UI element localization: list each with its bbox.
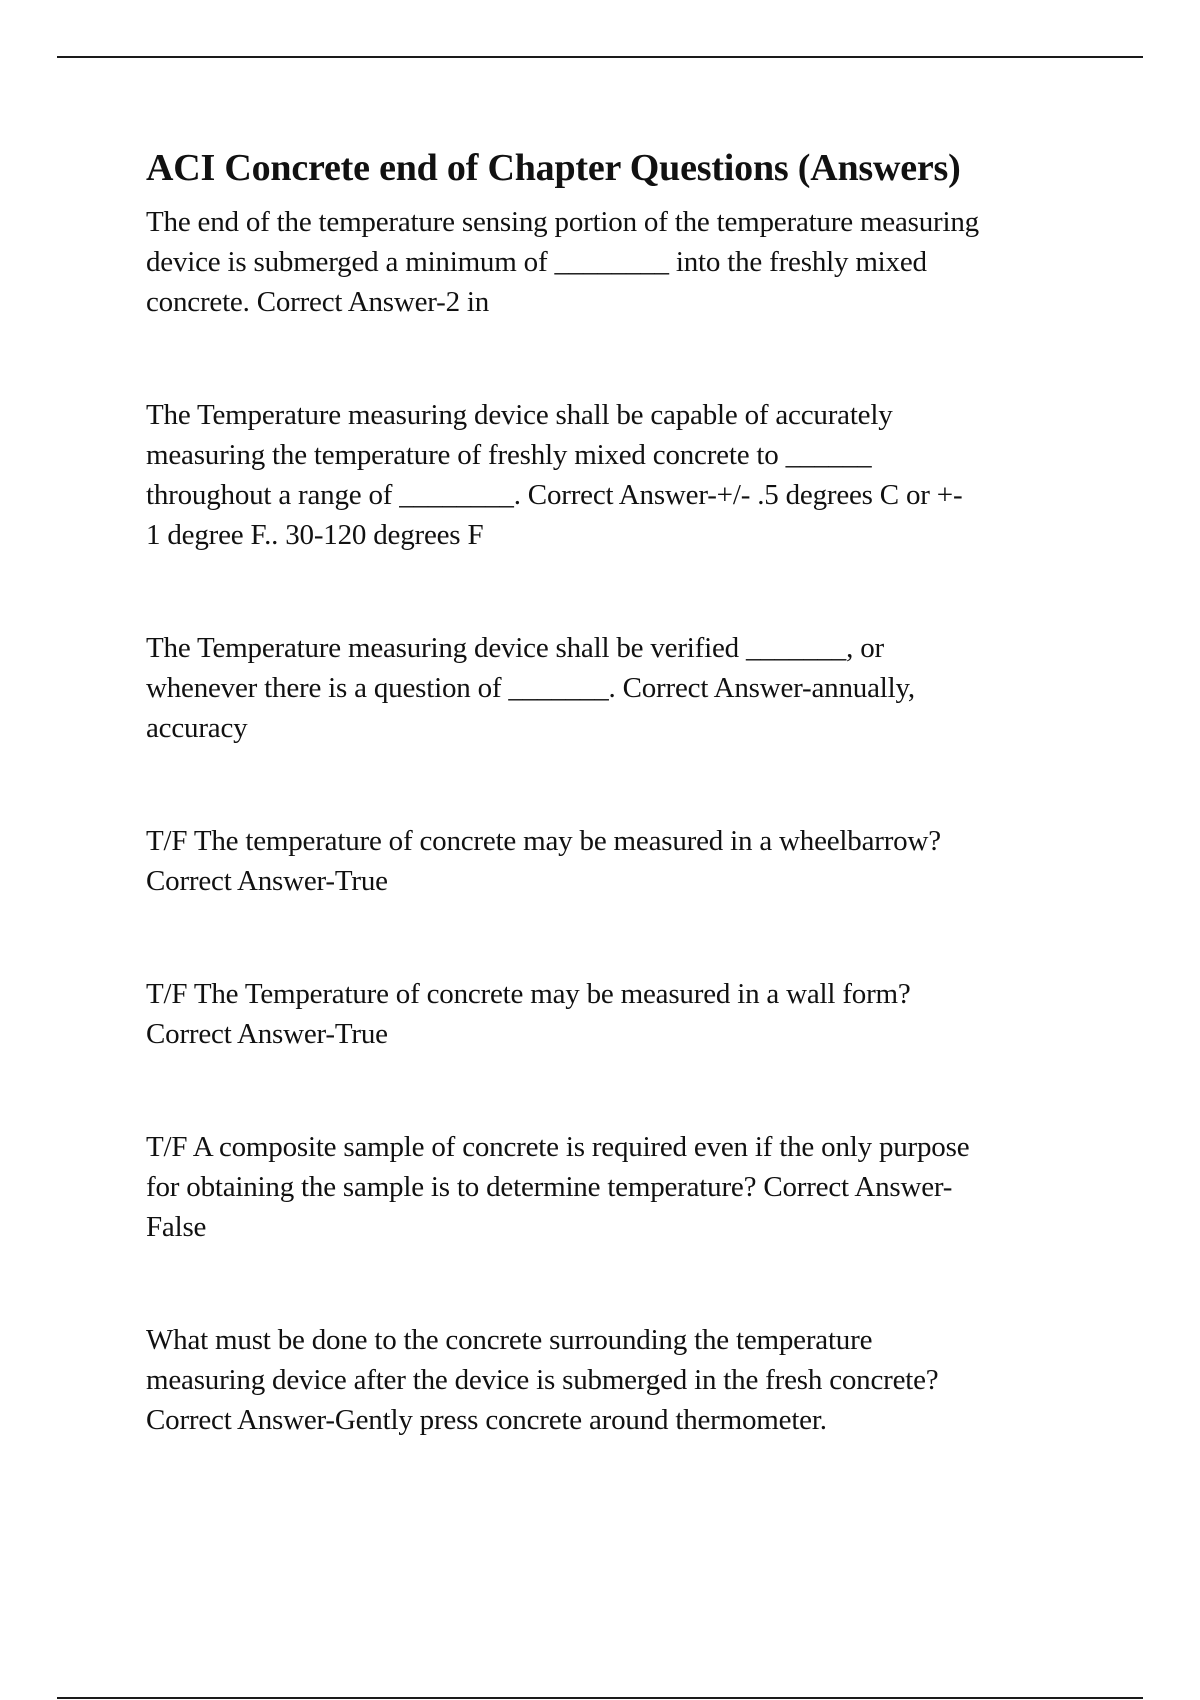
top-divider: [57, 56, 1143, 58]
qa-entry-5: T/F The Temperature of concrete may be measured in a wall form? Correct Answer-True: [146, 978, 911, 1050]
qa-entry-1: The end of the temperature sensing portion of the temperature measuring device is submerged a minimum of ________ into the freshly mixed concrete. Correct Answer-2 in: [146, 206, 979, 318]
qa-entry-7: What must be done to the concrete surrounding the temperature measuring device after the device is submerged in the fresh concrete? Correct Answer-Gently press concrete around thermometer.: [146, 1324, 939, 1436]
qa-entry-2: The Temperature measuring device shall be capable of accurately measuring the temperature of freshly mixed concrete to ______ throughout a range of ________. Correct Answer-+/- .5 degrees C or +- 1 degree F.. 30-120 degrees F: [146, 399, 963, 551]
qa-entry-3: The Temperature measuring device shall be verified _______, or whenever there is a question of _______. Correct Answer-annually, accuracy: [146, 632, 915, 744]
bottom-divider: [57, 1697, 1143, 1699]
document-body: [146, 144, 1106, 1440]
qa-entry-4: T/F The temperature of concrete may be measured in a wheelbarrow? Correct Answer-True: [146, 825, 941, 897]
qa-entry-6: T/F A composite sample of concrete is required even if the only purpose for obtaining the sample is to determine temperature? Correct Answer- False: [146, 1131, 970, 1243]
document-title: ACI Concrete end of Chapter Questions (Answers): [146, 147, 961, 189]
